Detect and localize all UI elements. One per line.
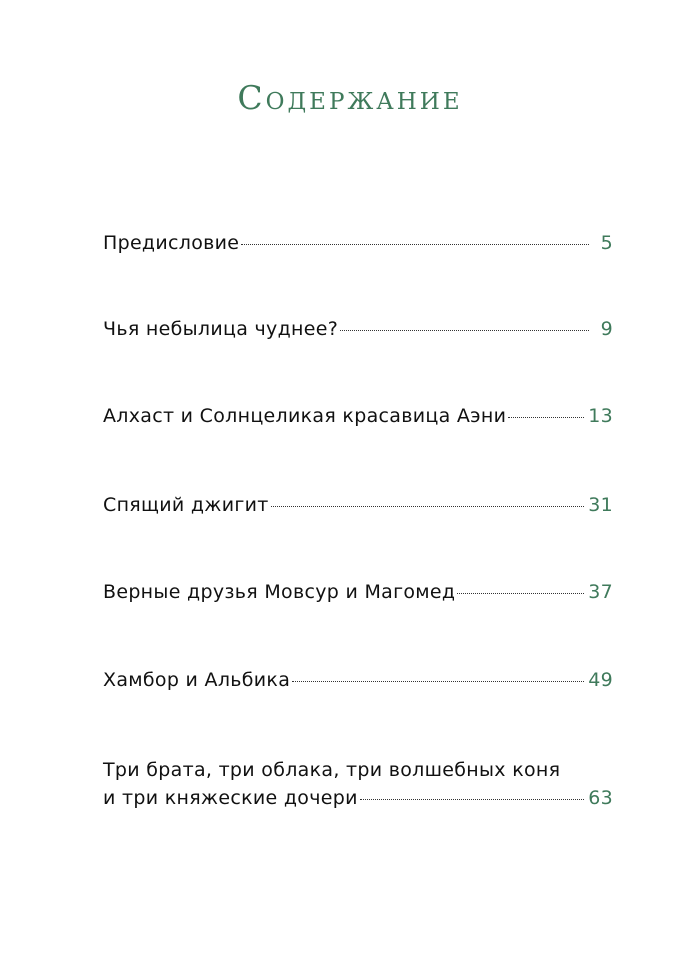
toc-entry-faithful-friends[interactable] — [103, 581, 613, 603]
toc-entry-page: 63 — [588, 787, 613, 809]
toc-entry-alkhast[interactable] — [103, 405, 613, 427]
toc-entry-title: Предисловие — [103, 232, 240, 254]
toc-entry-title: Алхаст и Солнцеликая красавица Аэни — [103, 405, 507, 427]
toc-entry-sleeping-dzhigit[interactable] — [103, 494, 613, 516]
page-title: Содержание — [237, 78, 463, 117]
dot-leader — [457, 593, 584, 594]
toc-entry-page: 5 — [600, 232, 613, 254]
dot-leader — [340, 330, 589, 331]
toc-entry-page: 9 — [600, 318, 613, 340]
toc-entry-title: Чья небылица чуднее? — [103, 318, 339, 340]
dot-leader — [271, 506, 585, 507]
toc-entry-khambor[interactable] — [103, 669, 613, 691]
toc-entry-title: Верные друзья Мовсур и Магомед — [103, 581, 456, 603]
toc-entry-title: Хамбор и Альбика — [103, 669, 291, 691]
toc-entry-preface[interactable] — [103, 232, 613, 254]
toc-entry-page: 49 — [588, 669, 613, 691]
dot-leader — [241, 244, 589, 245]
toc-entry-page: 37 — [588, 581, 613, 603]
toc-entry-page: 13 — [588, 405, 613, 427]
dot-leader — [508, 417, 584, 418]
toc-entry-whose-tale[interactable] — [103, 318, 613, 340]
toc-entry-three-brothers[interactable] — [103, 759, 613, 809]
toc-entry-title: Спящий джигит — [103, 494, 269, 516]
toc-entry-page: 31 — [588, 494, 613, 516]
toc-entry-title-line1: Три брата, три облака, три волшебных коня — [103, 759, 561, 781]
dot-leader — [292, 681, 584, 682]
toc-entry-title-line2: и три княжеские дочери — [103, 787, 358, 809]
dot-leader — [360, 799, 584, 800]
